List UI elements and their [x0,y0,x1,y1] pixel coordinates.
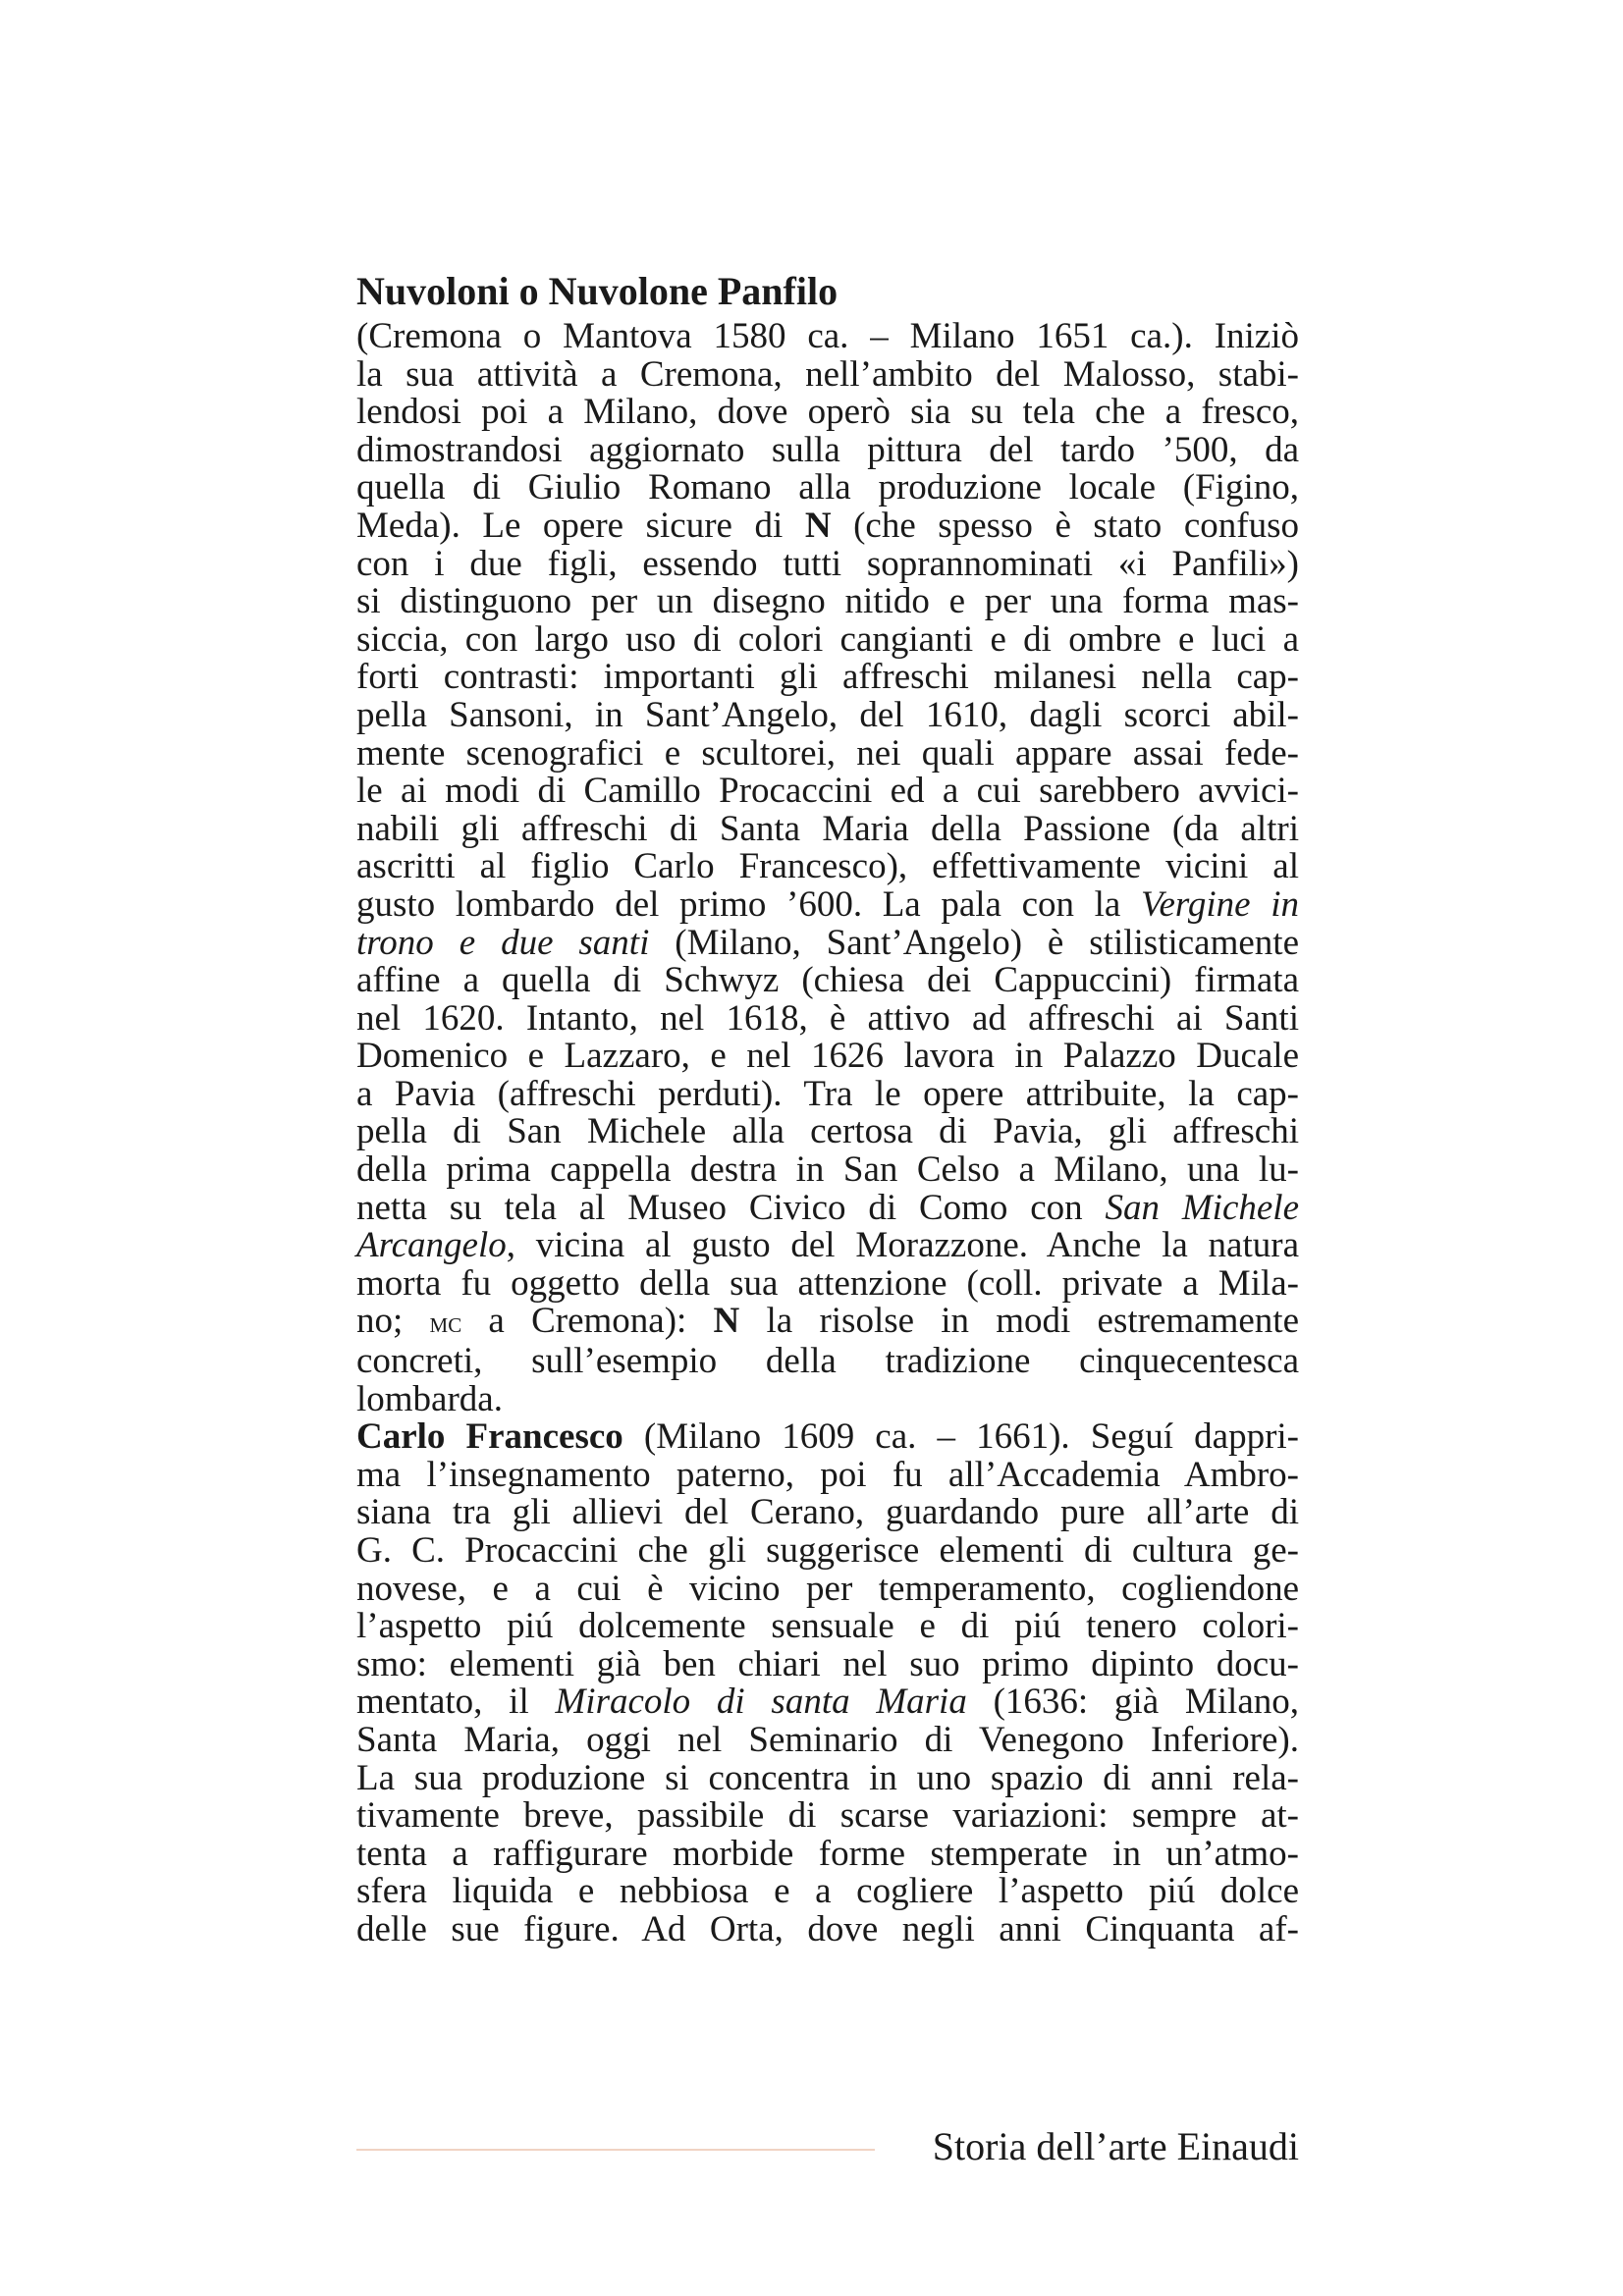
text-line [356,1418,1299,1457]
text-line [356,1378,1299,1419]
text-span: concreti, sull’esempio della tradizione cinquecentesca [356,1341,1299,1382]
text-span: quella di Giulio Romano alla produzione locale (Figino, [356,467,1299,508]
text-span: tivamente breve, passibile di scarse variazioni: sempre at- [356,1795,1299,1837]
text-span: siccia, con largo uso di colori cangianti e di ombre e luci a [356,618,1299,660]
text-span: tenta a raffigurare morbide forme stemperate in un’atmo- [356,1833,1299,1874]
text-span: sfera liquida e nebbiosa e a cogliere l’aspetto piú dolce [356,1871,1299,1912]
text-span: (Milano 1609 ca. – 1661). Seguí dappri- [622,1416,1299,1458]
italic-span: trono e due santi [356,922,650,963]
text-span: pella Sansoni, in Sant’Angelo, del 1610, dagli scorci abil- [356,694,1299,735]
text-span: gusto lombardo del primo ’600. La pala con la [356,883,1141,925]
text-line [356,469,1299,507]
text-span: (Milano, Sant’Angelo) è stilisticamente [649,922,1299,963]
text-line [356,1303,1299,1343]
text-span: G. C. Procaccini che gli suggerisce elementi di cultura ge- [356,1530,1299,1571]
text-span: , vicina al gusto del Morazzone. Anche la natura [506,1225,1299,1266]
text-line [356,922,1299,963]
footer-rule [356,2149,875,2151]
text-line [356,618,1299,660]
text-line [356,1343,1299,1381]
text-line [356,883,1299,925]
text-line [356,1038,1299,1076]
text-span: la risolse in modi estremamente [739,1301,1300,1342]
text-span: mente scenografici e scultorei, nei quali appare assai fede- [356,732,1299,774]
text-line [356,694,1299,735]
text-line [356,1151,1299,1190]
footer-publisher: Storia dell’arte Einaudi [932,2124,1299,2168]
bold-span: N [804,505,832,546]
italic-span: Miracolo di santa Maria [555,1682,967,1723]
text-span: (che spesso è stato confuso [831,505,1299,546]
text-line [356,1113,1299,1151]
text-line [356,848,1299,886]
text-line [356,1908,1299,1949]
text-span: (1636: già Milano, [966,1682,1299,1723]
text-span: mentato, il [356,1682,556,1723]
text-line [356,1187,1300,1228]
text-line [356,394,1299,432]
text-line [356,997,1299,1039]
entry-title: Nuvoloni o Nuvolone Panfilo [356,269,839,313]
text-span: lombarda. [356,1378,503,1419]
text-line [356,543,1299,584]
text-span: dimostrandosi aggiornato sulla pittura del tardo ’500, da [356,429,1299,470]
text-line [356,1532,1299,1571]
text-line [356,1494,1299,1532]
entry-text [356,318,1299,1949]
text-line [356,1683,1299,1722]
italic-span: Vergine in [1140,883,1299,925]
text-line [356,1757,1299,1798]
text-span: Meda). Le opere sicure di [356,505,805,546]
text-line [356,1454,1299,1495]
text-line [356,1073,1299,1114]
italic-span: Arcangelo [356,1225,507,1266]
text-line [356,1262,1299,1304]
text-line [356,962,1299,1000]
text-span: La sua produzione si concentra in uno spazio di anni rela- [356,1757,1299,1798]
text-span: lendosi poi a Milano, dove operò sia su tela che a fresco, [356,392,1299,433]
text-span: forti contrasti: importanti gli affreschi milanesi nella cap- [356,657,1299,698]
text-span: si distinguono per un disegno nitido e per una forma mas- [356,581,1299,622]
text-line [356,732,1299,774]
text-line [356,1719,1299,1760]
text-span: no; [356,1301,430,1342]
text-line [356,429,1299,470]
text-span: pella di San Michele alla certosa di Pavia, gli affreschi [356,1111,1299,1152]
text-line [356,1568,1299,1609]
italic-span: San Michele [1105,1187,1300,1228]
text-line [356,659,1299,697]
text-line [356,808,1299,849]
text-span: le ai modi di Camillo Procaccini ed a cui sarebbero avvici- [356,771,1299,812]
bold-span: Carlo Francesco [356,1416,623,1458]
text-span: ascritti al figlio Carlo Francesco), effettivamente vicini al [356,846,1299,887]
text-span: smo: elementi già ben chiari nel suo primo dipinto docu- [356,1643,1299,1684]
text-line [356,507,1299,546]
text-line [356,1833,1299,1874]
text-line [356,1608,1299,1646]
text-span: a Cremona): [461,1301,714,1342]
text-span: delle sue figure. Ad Orta, dove negli anni Cinquanta af- [356,1908,1299,1949]
text-line [356,318,1299,356]
text-line [356,1643,1299,1684]
text-line [356,1873,1299,1911]
text-span: della prima cappella destra in San Celso a Milano, una lu- [356,1149,1299,1191]
text-span: morta fu oggetto della sua attenzione (coll. private a Mila- [356,1262,1299,1304]
bold-span: N [713,1301,740,1342]
text-span: ma l’insegnamento paterno, poi fu all’Accademia Ambro- [356,1454,1299,1495]
text-span: siana tra gli allievi del Cerano, guardando pure all’arte di [356,1492,1299,1533]
small-caps-span: mc [429,1307,462,1340]
text-line [356,353,1299,395]
text-line [356,1227,1299,1265]
text-span: Domenico e Lazzaro, e nel 1626 lavora in Palazzo Ducale [356,1036,1299,1077]
text-line [356,1797,1299,1836]
text-span: affine a quella di Schwyz (chiesa dei Cappuccini) firmata [356,960,1299,1001]
text-span: (Cremona o Mantova 1580 ca. – Milano 1651 ca.). Iniziò [356,316,1299,356]
text-span: nel 1620. Intanto, nel 1618, è attivo ad affreschi ai Santi [356,997,1299,1039]
text-span: novese, e a cui è vicino per temperamento, cogliendone [356,1568,1299,1609]
text-line [356,773,1299,811]
text-line [356,583,1299,621]
text-span: l’aspetto piú dolcemente sensuale e di piú tenero colori- [356,1606,1299,1647]
text-span: netta su tela al Museo Civico di Como con [356,1187,1106,1228]
entry-body [356,269,1299,1949]
text-span: nabili gli affreschi di Santa Maria della Passione (da altri [356,808,1299,849]
text-span: con i due figli, essendo tutti soprannominati «i Panfili») [356,543,1299,584]
text-span: a Pavia (affreschi perduti). Tra le opere attribuite, la cap- [356,1073,1299,1114]
text-span: Santa Maria, oggi nel Seminario di Venegono Inferiore). [356,1719,1299,1760]
text-span: la sua attività a Cremona, nell’ambito del Malosso, stabi- [356,353,1299,395]
